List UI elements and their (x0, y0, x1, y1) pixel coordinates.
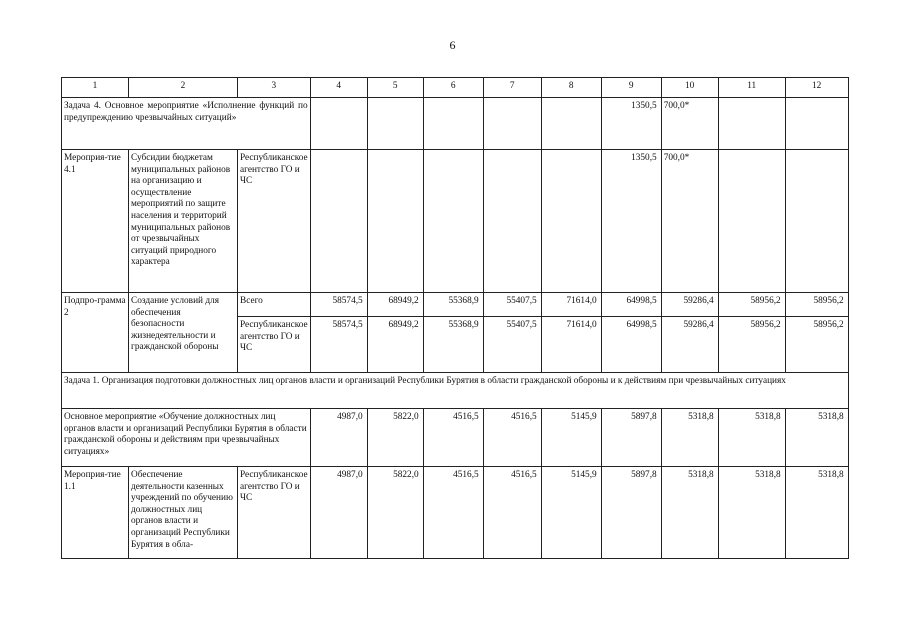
table-cell: Республиканское агентство ГО и ЧС (238, 317, 311, 373)
table-cell: Мероприя-тие 4.1 (62, 150, 129, 293)
table-cell: Мероприя-тие 1.1 (62, 467, 129, 559)
table-cell: Республиканское агентство ГО и ЧС (238, 150, 311, 293)
table-cell: 700,0* (661, 98, 718, 150)
table-cell: 4987,0 (310, 467, 367, 559)
table-cell: Обеспечение деятельности казенных учреждений по обучению должностных лиц органов власти и организаций Республики Бурятия в обла- (129, 467, 238, 559)
table-cell: 58574,5 (310, 293, 367, 317)
table-cell: Подпро-грамма 2 (62, 293, 129, 373)
budget-table (61, 77, 849, 559)
table-cell: 64998,5 (601, 317, 661, 373)
table-cell: 4516,5 (423, 409, 483, 467)
table-cell: 59286,4 (661, 293, 718, 317)
table-cell: 55407,5 (483, 317, 541, 373)
table-cell: 5897,8 (601, 467, 661, 559)
table-cell: 5318,8 (785, 467, 848, 559)
header-cell: 3 (238, 78, 311, 98)
table-cell: 58956,2 (718, 293, 785, 317)
task1-title: Задача 1. Организация подготовки должностных лиц органов власти и организаций Республики Бурятия в области гражданской обороны и к действиям при чрезвычайных ситуациях (62, 373, 849, 409)
table-cell: 71614,0 (541, 293, 601, 317)
table-cell: 5822,0 (367, 467, 423, 559)
table-cell: 1350,5 (601, 150, 661, 293)
table-cell: 55368,9 (423, 293, 483, 317)
table-cell: 5318,8 (661, 467, 718, 559)
header-cell: 5 (367, 78, 423, 98)
subprogram2-row-total (62, 293, 849, 317)
table-cell: 5318,8 (718, 467, 785, 559)
header-cell: 10 (661, 78, 718, 98)
header-cell: 4 (310, 78, 367, 98)
table-cell: 58956,2 (785, 293, 848, 317)
task1-row (62, 373, 849, 409)
table-cell: Создание условий для обеспечения безопасности жизнедеятельности и гражданской обороны (129, 293, 238, 373)
header-cell: 1 (62, 78, 129, 98)
table-cell: Республиканское агентство ГО и ЧС (238, 467, 311, 559)
header-cell: 7 (483, 78, 541, 98)
table-cell: 5318,8 (785, 409, 848, 467)
header-row (62, 78, 849, 98)
header-cell: 2 (129, 78, 238, 98)
table-cell: 1350,5 (601, 98, 661, 150)
table-cell: 5318,8 (718, 409, 785, 467)
table-cell: 68949,2 (367, 317, 423, 373)
header-cell: 9 (601, 78, 661, 98)
main-event-row (62, 409, 849, 467)
header-cell: 11 (718, 78, 785, 98)
table-cell: 55407,5 (483, 293, 541, 317)
table-cell: Всего (238, 293, 311, 317)
table-cell: 5318,8 (661, 409, 718, 467)
table-cell: 5822,0 (367, 409, 423, 467)
table-cell: 59286,4 (661, 317, 718, 373)
event41-row (62, 150, 849, 293)
header-cell: 12 (785, 78, 848, 98)
table-cell: 5897,8 (601, 409, 661, 467)
table-cell: Субсидии бюджетам муниципальных районов на организацию и осуществление мероприятий по защите населения и территорий муниципальных районов от чрезвычайных ситуаций природного характера (129, 150, 238, 293)
table-cell: 71614,0 (541, 317, 601, 373)
table-cell: 58574,5 (310, 317, 367, 373)
main-event-title: Основное мероприятие «Обучение должностных лиц органов власти и организаций Республики Бурятия в области гражданской обороны и действиям при чрезвычайных ситуациях» (62, 409, 311, 467)
table-cell: 58956,2 (718, 317, 785, 373)
table-cell: 4987,0 (310, 409, 367, 467)
table-cell: 4516,5 (423, 467, 483, 559)
page-number: 6 (449, 38, 456, 52)
table-cell: 4516,5 (483, 467, 541, 559)
task4-title: Задача 4. Основное мероприятие «Исполнение функций по предупреждению чрезвычайных ситуаций» (62, 98, 311, 150)
table-cell: 55368,9 (423, 317, 483, 373)
table-cell: 700,0* (661, 150, 718, 293)
table-cell: 5145,9 (541, 409, 601, 467)
table-cell: 4516,5 (483, 409, 541, 467)
table-cell: 58956,2 (785, 317, 848, 373)
event11-row (62, 467, 849, 559)
table-cell: 5145,9 (541, 467, 601, 559)
header-cell: 6 (423, 78, 483, 98)
table-cell: 68949,2 (367, 293, 423, 317)
header-cell: 8 (541, 78, 601, 98)
task4-row (62, 98, 849, 150)
table-cell: 64998,5 (601, 293, 661, 317)
